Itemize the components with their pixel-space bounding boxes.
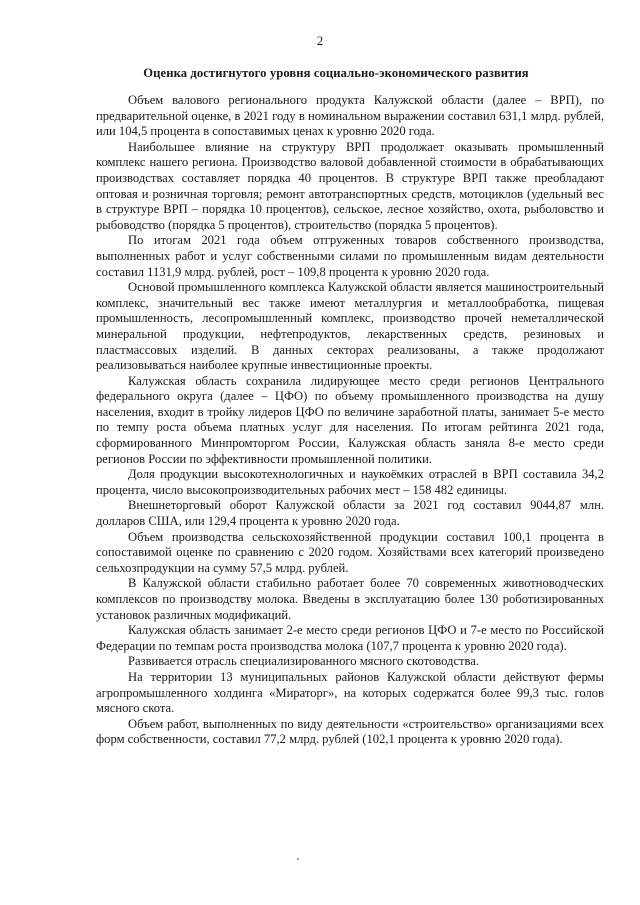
- paragraph-dairy-complexes: В Калужской области стабильно работает более 70 современных животноводческих комплексов по производству молока. Введены в эксплуатацию более 130 роботизированных установок различных модификаций.: [96, 576, 604, 622]
- scan-speck: [297, 858, 299, 860]
- paragraph-agriculture: Объем производства сельскохозяйственной продукции составил 100,1 процента в сопоставимой оценке по сравнению с 2020 годом. Хозяйствами всех категорий произведено сельхозпродукции на сумму 57,5 млрд. рублей.: [96, 529, 604, 575]
- page-number: 2: [316, 33, 324, 48]
- paragraph-miratorg: На территории 13 муниципальных районов Калужской области действуют фермы агропромышленного холдинга «Мираторг», на которых содержатся более 99,3 тыс. голов мясного скота.: [96, 669, 604, 716]
- paragraph-milk-ranking: Калужская область занимает 2-е место среди регионов ЦФО и 7-е место по Российской Федерации по темпам роста производства молока (107,7 процента к уровню 2020 года).: [96, 623, 604, 653]
- paragraph-grp-volume: Объем валового регионального продукта Калужской области (далее – ВРП), по предварительной оценке, в 2021 году в номинальном выражении составил 631,1 млрд. рублей, или 104,5 процента в сопоставимых ценах к уровню 2020 года.: [96, 93, 604, 139]
- body-text: [96, 93, 604, 748]
- paragraph-construction: Объем работ, выполненных по виду деятельности «строительство» организациями всех форм собственности, составил 77,2 млрд. рублей (102,1 процента к уровню 2020 года).: [96, 716, 604, 747]
- page-title: Оценка достигнутого уровня социально-экономического развития: [143, 66, 529, 80]
- paragraph-shipped-goods: По итогам 2021 года объем отгруженных товаров собственного производства, выполненных работ и услуг собственными силами по промышленным видам деятельности составил 1131,9 млрд. рублей, рост – 109,8 процента к уровню 2020 года.: [96, 233, 604, 279]
- paragraph-foreign-trade: Внешнеторговый оборот Калужской области за 2021 год составил 9044,87 млн. долларов США, или 129,4 процента к уровню 2020 года.: [96, 498, 604, 529]
- paragraph-cfd-leadership: Калужская область сохранила лидирующее место среди регионов Центрального федерального округа (далее – ЦФО) по объему промышленного производства на душу населения, входит в тройку лидеров ЦФО по величине заработной платы, занимает 5-е место по темпу роста объема платных услуг для населения. По итогам рейтинга 2021 года, сформированного Минпромторгом России, Калужская область заняла 8-е место среди регионов России по эффективности промышленной политики.: [96, 373, 604, 466]
- paragraph-industrial-complex: Основой промышленного комплекса Калужской области является машиностроительный комплекс, значительный вес также имеют металлургия и металлообработка, пищевая промышленность, лесопромышленный комплекс, производство прочей неметаллической минеральной продукции, нефтепродуктов, лекарственных средств, резиновых и пластмассовых изделий. В данных секторах реализованы, а также продолжают реализовываться наиболее крупные инвестиционные проекты.: [96, 280, 604, 373]
- paragraph-beef-cattle: Развивается отрасль специализированного мясного скотоводства.: [128, 654, 480, 669]
- paragraph-grp-structure: Наибольшее влияние на структуру ВРП продолжает оказывать промышленный комплекс нашего региона. Производство валовой добавленной стоимости в обрабатывающих производствах составляет порядка 40 процентов. В структуре ВРП также преобладают оптовая и розничная торговля; ремонт автотранспортных средств, мотоциклов (удельный вес в структуре ВРП – порядка 10 процентов), сельское, лесное хозяйство, охота, рыболовство и рыбоводство (порядка 5 процентов), строительство (порядка 5 процентов).: [96, 139, 604, 232]
- paragraph-high-tech-share: Доля продукции высокотехнологичных и наукоёмких отраслей в ВРП составила 34,2 процента, число высокопроизводительных рабочих мест – 158 482 единицы.: [96, 467, 604, 497]
